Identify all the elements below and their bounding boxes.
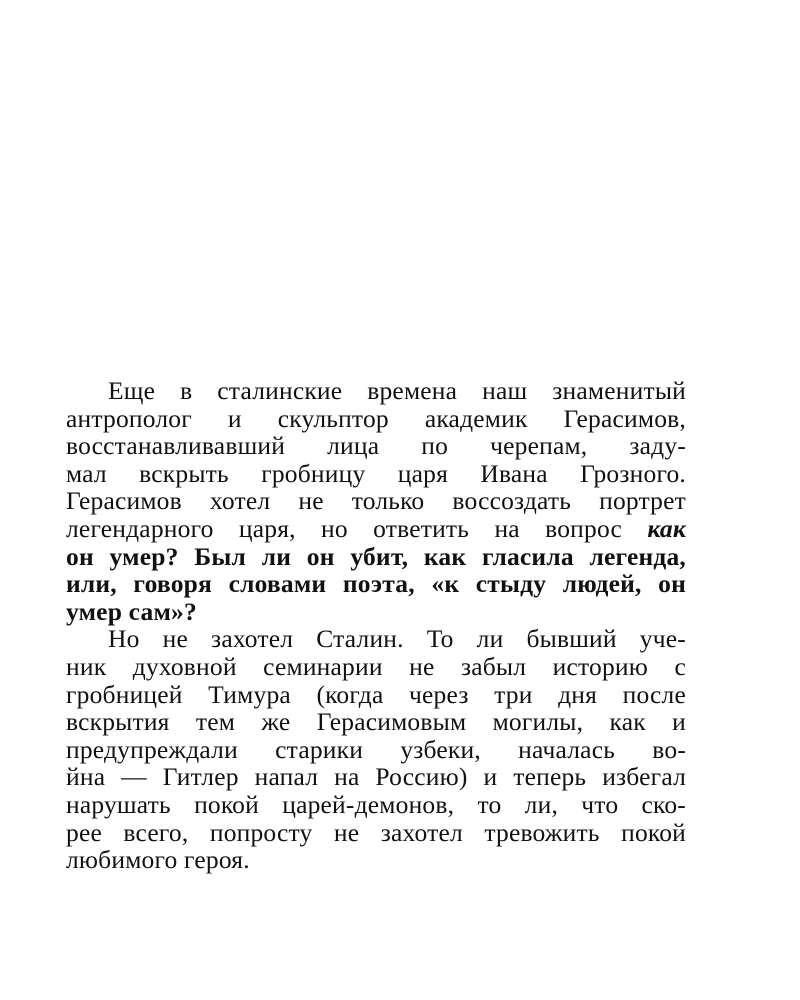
text-line	[66, 846, 686, 874]
text-line	[66, 405, 686, 433]
text-line	[66, 377, 686, 405]
text-line	[66, 819, 686, 847]
text-line	[66, 432, 686, 460]
text-run: Но не захотел Сталин. То ли бывший уче-	[108, 624, 686, 654]
text-run: Герасимов хотел не только воссоздать портрет	[66, 486, 686, 516]
body-text	[66, 377, 686, 874]
text-line	[66, 543, 686, 571]
text-run: умер сам»?	[66, 596, 197, 626]
text-line	[66, 515, 686, 543]
text-run: нарушать покой царей-демонов, то ли, что ско-	[66, 789, 686, 819]
text-line	[66, 487, 686, 515]
text-run: вскрытия тем же Герасимовым могилы, как и	[66, 707, 686, 737]
text-run: гробницей Тимура (когда через три дня после	[66, 679, 686, 709]
text-run: Еще в сталинские времена наш знаменитый	[108, 376, 686, 405]
text-run: восстанавливавший лица по черепам, заду-	[66, 431, 686, 461]
text-run: или, говоря словами поэта, «к стыду людей, он	[66, 569, 686, 599]
text-line	[66, 791, 686, 819]
text-line	[66, 625, 686, 653]
text-run: йна — Гитлер напал на Россию) и теперь избегал	[66, 762, 686, 792]
text-run: как	[647, 513, 686, 543]
text-line	[66, 681, 686, 709]
text-run: предупреждали старики узбеки, началась во-	[66, 734, 686, 764]
text-line	[66, 763, 686, 791]
text-line	[66, 598, 686, 626]
text-line	[66, 570, 686, 598]
paragraph	[66, 625, 686, 873]
text-line	[66, 736, 686, 764]
text-line	[66, 708, 686, 736]
text-line	[66, 653, 686, 681]
text-run: антрополог и скульптор академик Герасимов,	[66, 403, 686, 433]
text-run: мал вскрыть гробницу царя Ивана Грозного.	[66, 458, 686, 488]
paragraph	[66, 377, 686, 625]
text-run: ник духовной семинарии не забыл историю с	[66, 651, 686, 681]
text-run: легендарного царя, но ответить на вопрос	[66, 513, 648, 543]
text-run: он умер? Был ли он убит, как гласила легенда,	[66, 541, 686, 571]
text-run: любимого героя.	[66, 845, 250, 875]
text-run: рее всего, попросту не захотел тревожить покой	[66, 817, 686, 847]
text-line	[66, 460, 686, 488]
